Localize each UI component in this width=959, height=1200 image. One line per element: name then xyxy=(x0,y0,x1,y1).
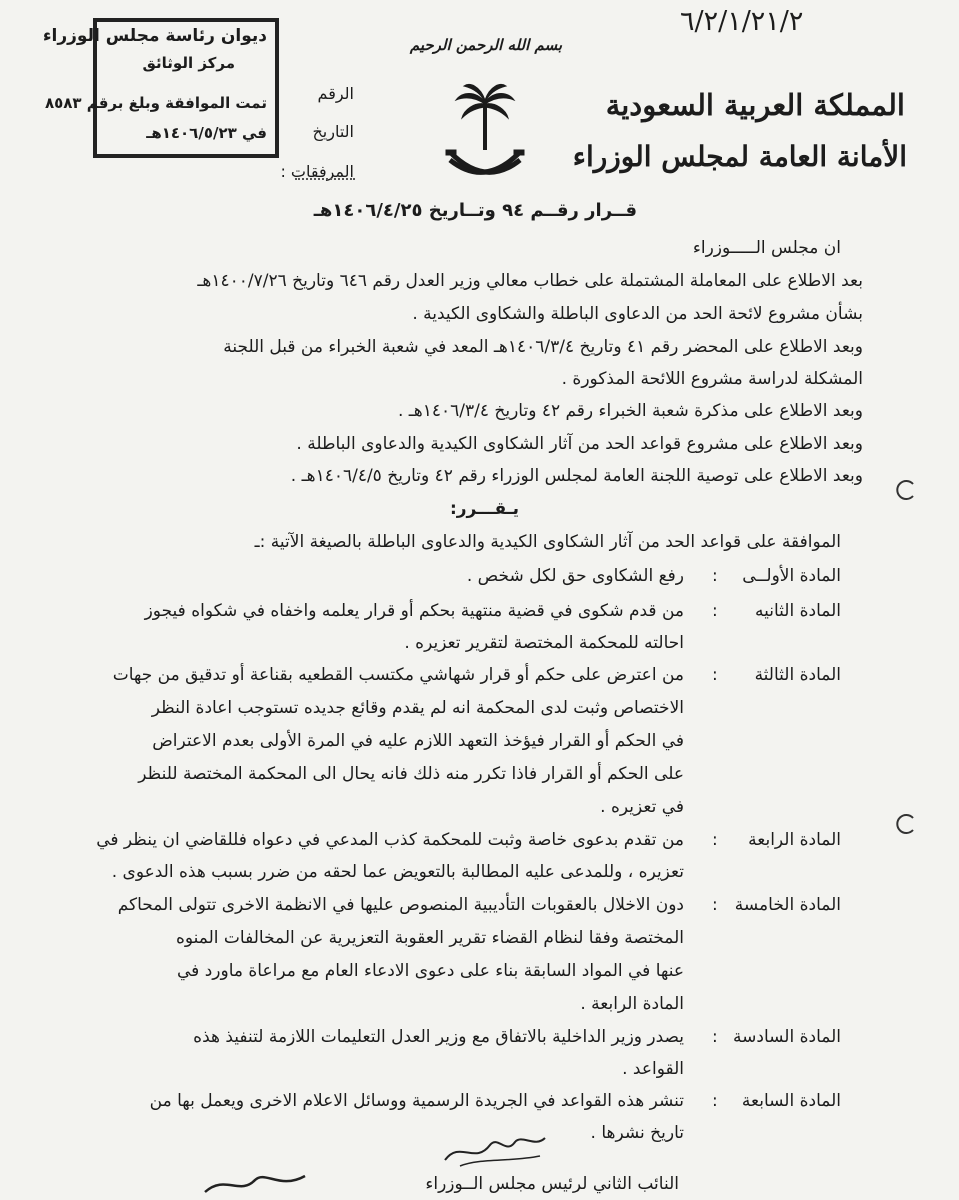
approval-line: الموافقة على قواعد الحد من آثار الشكاوى الكيدية والدعاوى الباطلة بالصيغة الآتية :ـ xyxy=(254,532,841,552)
article-6-line-2: القواعد . xyxy=(622,1059,684,1079)
preamble-line-4: المشكلة لدراسة مشروع اللائحة المذكورة . xyxy=(561,369,863,389)
article-6-line-1: يصدر وزير الداخلية بالاتفاق مع وزير العدل التعليمات اللازمة لتنفيذ هذه xyxy=(193,1027,684,1047)
binder-hole-mark xyxy=(893,812,917,836)
attachments-dotted-line xyxy=(295,178,355,180)
article-2-label: المادة الثانيه xyxy=(755,601,841,621)
kingdom-title: المملكة العربية السعودية xyxy=(605,88,905,122)
palm-swords-emblem-icon xyxy=(440,80,530,188)
signature-mark xyxy=(440,1130,550,1170)
secretariat-title: الأمانة العامة لمجلس الوزراء xyxy=(572,140,907,173)
stamp-line-2: مركز الوثائق xyxy=(142,54,235,72)
article-3-line-2: الاختصاص وثبت لدى المحكمة انه لم يقدم وقائع جديده تستوجب اعادة النظر xyxy=(151,698,684,718)
article-5-line-1: دون الاخلال بالعقوبات التأديبية المنصوص عليها في الانظمة الاخرى تتولى المحاكم xyxy=(117,895,684,915)
article-1-label: المادة الأولــى xyxy=(742,566,841,586)
article-4-line-2: تعزيره ، وللمدعى عليه المطالبة بالتعويض عما لحقه من ضرر بسبب هذه الدعوى . xyxy=(111,862,684,882)
article-3-line-3: في الحكم أو القرار فيؤخذ التعهد اللازم عليه في المرة الأولى بعدم الاعتراض xyxy=(152,731,684,751)
preamble-line-2: بشأن مشروع لائحة الحد من الدعاوى الباطلة والشكاوى الكيدية . xyxy=(412,304,863,324)
article-5-line-3: عنها في المواد السابقة بناء على دعوى الادعاء العام مع مراعاة ماورد في xyxy=(177,961,684,981)
article-2-colon: : xyxy=(712,601,718,621)
preamble-line-6: وبعد الاطلاع على مشروع قواعد الحد من آثار الشكاوى الكيدية والدعاوى الباطلة . xyxy=(296,434,863,454)
article-2-line-2: احالته للمحكمة المختصة لتقرير تعزيره . xyxy=(404,633,684,653)
binder-hole-mark xyxy=(893,478,917,502)
article-7-colon: : xyxy=(712,1091,718,1111)
basmala: بسم الله الرحمن الرحيم xyxy=(409,36,562,54)
article-3-label: المادة الثالثة xyxy=(754,665,841,685)
handwritten-reference: ٦/٢/١/٢١/٢ xyxy=(680,6,804,37)
signature-scribble xyxy=(200,1162,310,1200)
stamp-line-4: في ١٤٠٦/٥/٢٣هـ xyxy=(146,124,267,142)
stamp-line-3: تمت الموافقة وبلغ برقم ٨٥٨٣ xyxy=(44,94,267,112)
preamble-line-3: وبعد الاطلاع على المحضر رقم ٤١ وتاريخ ١٤٠٦/٣/٤هـ المعد في شعبة الخبراء من قبل اللجنة xyxy=(223,337,863,357)
article-4-label: المادة الرابعة xyxy=(748,830,841,850)
article-7-line-2: تاريخ نشرها . xyxy=(590,1123,684,1143)
preamble-line-7: وبعد الاطلاع على توصية اللجنة العامة لمجلس الوزراء رقم ٤٢ وتاريخ ١٤٠٦/٤/٥هـ . xyxy=(290,466,863,486)
stamp-line-1: ديوان رئاسة مجلس الوزراء xyxy=(42,26,267,46)
article-5-line-4: المادة الرابعة . xyxy=(580,994,684,1014)
field-attachments-label: المرفقات : xyxy=(280,162,354,181)
article-5-colon: : xyxy=(712,895,718,915)
article-2-line-1: من قدم شكوى في قضية منتهية بحكم أو قرار يعلمه واخفاه في شكواه فيجوز xyxy=(144,601,684,621)
article-6-label: المادة السادسة xyxy=(733,1027,841,1047)
article-5-line-2: المختصة وفقا لنظام القضاء تقرير العقوبة التعزيرية عن المخالفات المنوه xyxy=(175,928,684,948)
preamble-line-1: بعد الاطلاع على المعاملة المشتملة على خطاب معالي وزير العدل رقم ٦٤٦ وتاريخ ١٤٠٠/٧/٢٦هـ xyxy=(197,271,863,291)
article-3-colon: : xyxy=(712,665,718,685)
field-number-label: الرقم xyxy=(317,84,354,103)
article-5-label: المادة الخامسة xyxy=(734,895,841,915)
archive-stamp xyxy=(42,18,279,158)
article-3-line-5: في تعزيره . xyxy=(600,797,684,817)
article-6-colon: : xyxy=(712,1027,718,1047)
signatory-title: النائب الثاني لرئيس مجلس الــوزراء xyxy=(425,1174,679,1194)
article-7-label: المادة السابعة xyxy=(741,1091,841,1111)
council-intro: ان مجلس الـــــوزراء xyxy=(692,238,841,258)
article-1-colon: : xyxy=(712,566,718,586)
article-3-line-4: على الحكم أو القرار فاذا تكرر منه ذلك فانه يحال الى المحكمة المختصة للنظر xyxy=(138,764,684,784)
article-3-line-1: من اعترض على حكم أو قرار شهاشي مكتسب القطعيه بقناعة أو تدقيق من جهات xyxy=(112,665,684,685)
field-date-label: التاريخ xyxy=(312,122,354,141)
article-4-colon: : xyxy=(712,830,718,850)
article-7-line-1: تنشر هذه القواعد في الجريدة الرسمية ووسائل الاعلام الاخرى ويعمل بها من xyxy=(149,1091,684,1111)
decision-title: قــرار رقــم ٩٤ وتــاريخ ١٤٠٦/٤/٢٥هـ xyxy=(313,200,637,221)
preamble-line-5: وبعد الاطلاع على مذكرة شعبة الخبراء رقم ٤٢ وتاريخ ١٤٠٦/٣/٤هـ . xyxy=(397,401,863,421)
decides-heading: يـقـــرر: xyxy=(449,499,519,519)
article-1-line-1: رفع الشكاوى حق لكل شخص . xyxy=(466,566,684,586)
article-4-line-1: من تقدم بدعوى خاصة وثبت للمحكمة كذب المدعي في دعواه فللقاضي ان ينظر في xyxy=(96,830,684,850)
